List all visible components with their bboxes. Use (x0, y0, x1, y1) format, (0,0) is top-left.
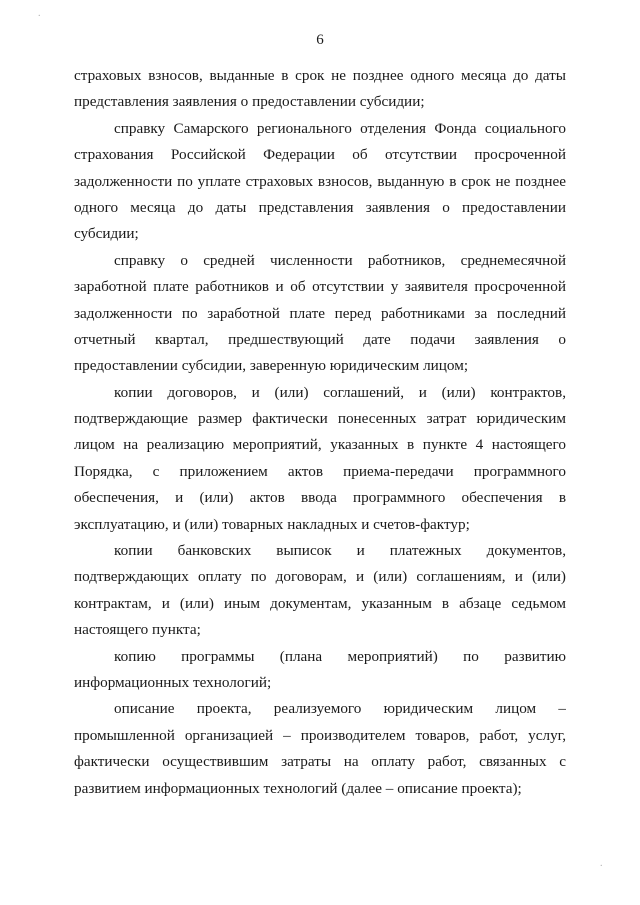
text-line: представления заявления о предоставлении субсидии; (74, 93, 425, 111)
text-line: копии банковских выписок и платежных документов, (114, 542, 566, 560)
paragraph (74, 116, 566, 248)
text-line: лицом на реализацию мероприятий, указанных в пункте 4 настоящего (74, 436, 566, 454)
text-line: обеспечения, и (или) актов ввода программного обеспечения в (74, 489, 566, 507)
paragraph (74, 538, 566, 644)
text-line: справку Самарского регионального отделения Фонда социального (114, 119, 566, 137)
scan-mark: . (600, 858, 603, 869)
paragraph (74, 644, 566, 697)
text-line: задолженности по уплате страховых взносов, выданную в срок не позднее (74, 172, 566, 190)
text-line: справку о средней численности работников, среднемесячной (114, 251, 566, 269)
paragraph (74, 248, 566, 380)
text-line: подтверждающие размер фактически понесенных затрат юридическим (74, 410, 566, 428)
text-line: контрактам, и (или) иным документам, указанным в абзаце седьмом (74, 594, 566, 612)
text-line: фактически осуществившим затраты на оплату работ, связанных с (74, 753, 566, 771)
page-number: 6 (316, 32, 324, 48)
text-line: развитием информационных технологий (далее – описание проекта); (74, 779, 522, 797)
text-line: копию программы (плана мероприятий) по развитию (114, 647, 566, 665)
text-line: информационных технологий; (74, 673, 272, 691)
scan-mark: . (38, 8, 41, 19)
paragraph (74, 696, 566, 802)
text-line: задолженности по заработной плате перед работниками за последний (74, 304, 566, 322)
text-line: подтверждающих оплату по договорам, и (или) соглашениям, и (или) (74, 568, 566, 586)
paragraph (74, 63, 566, 116)
text-line: страховых взносов, выданные в срок не позднее одного месяца до даты (74, 67, 566, 84)
text-line: описание проекта, реализуемого юридическим лицом – (114, 700, 566, 718)
text-line: копии договоров, и (или) соглашений, и (или) контрактов, (114, 383, 566, 401)
paragraph (74, 380, 566, 538)
text-line: субсидии; (74, 225, 139, 243)
text-line: Порядка, с приложением актов приема-передачи программного (74, 462, 566, 480)
text-line: предоставлении субсидии, заверенную юридическим лицом; (74, 357, 469, 375)
text-line: одного месяца до даты представления заявления о предоставлении (74, 198, 566, 216)
document-body (74, 63, 566, 802)
text-line: эксплуатацию, и (или) товарных накладных и счетов-фактур; (74, 515, 470, 533)
text-line: отчетный квартал, предшествующий дате подачи заявления о (74, 330, 566, 348)
text-line: заработной плате работников и об отсутствии у заявителя просроченной (74, 278, 566, 296)
text-line: настоящего пункта; (74, 621, 201, 639)
text-line: страхования Российской Федерации об отсутствии просроченной (74, 146, 566, 164)
text-line: промышленной организацией – производителем товаров, работ, услуг, (74, 726, 566, 744)
